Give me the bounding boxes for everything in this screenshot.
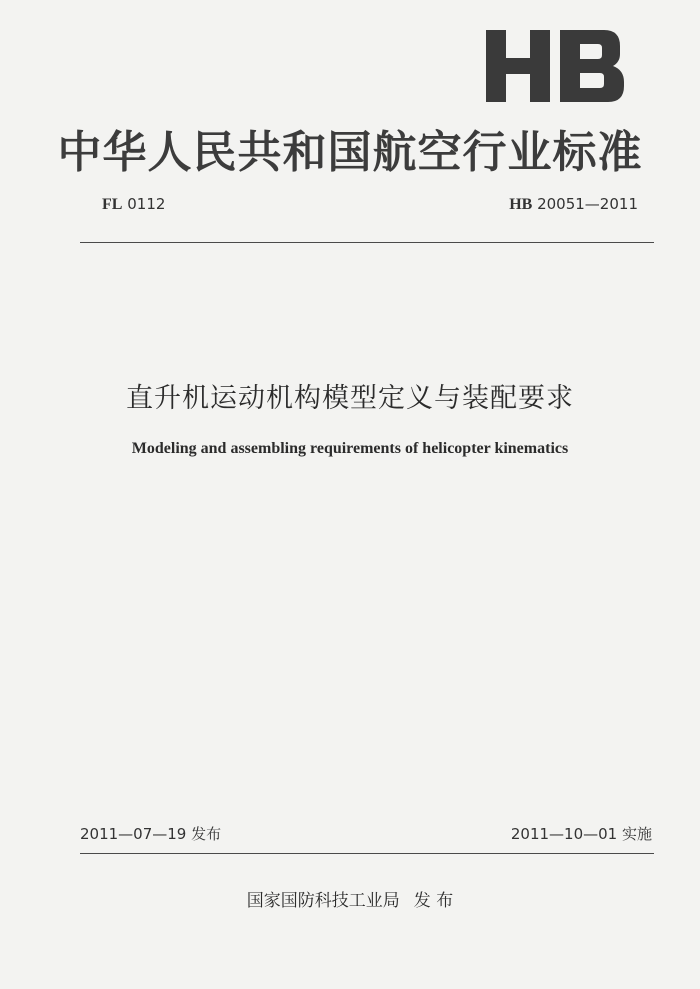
document-title-english: Modeling and assembling requirements of helicopter kinematics bbox=[131, 440, 569, 457]
effective-date: 2011—10—01 实施 bbox=[510, 825, 652, 843]
document-title-chinese: 直升机运动机构模型定义与装配要求 bbox=[126, 383, 574, 414]
classification-code bbox=[102, 195, 165, 214]
standard-number-value: 20051—2011 bbox=[537, 195, 638, 213]
issue-date: 2011—07—19 发布 bbox=[80, 825, 222, 843]
classification-number: 0112 bbox=[127, 195, 166, 213]
standard-category-title: 中华人民共和国航空行业标准 bbox=[57, 127, 643, 178]
hb-logo bbox=[486, 30, 624, 102]
footer-divider bbox=[80, 853, 654, 854]
issuer-name: 国家国防科技工业局 bbox=[246, 891, 400, 911]
classification-prefix: FL bbox=[102, 196, 123, 213]
header-divider bbox=[80, 242, 654, 243]
issuing-authority bbox=[0, 886, 700, 911]
issuer-action: 发 布 bbox=[413, 891, 454, 911]
standard-number bbox=[509, 195, 638, 214]
standard-prefix: HB bbox=[509, 196, 533, 213]
